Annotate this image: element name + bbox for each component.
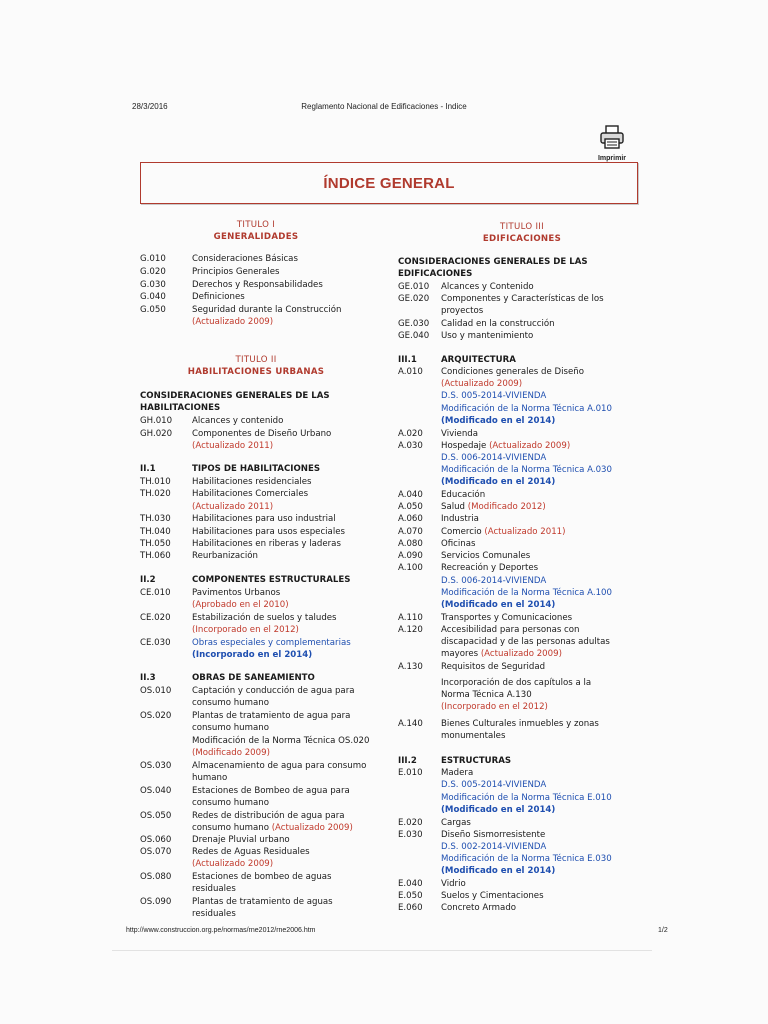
section-heading: CONSIDERACIONES GENERALES DE LAS — [398, 257, 588, 267]
document-page: 28/3/2016 Reglamento Nacional de Edificaciones - Indice Imprimir ÍNDICE GENERAL TITULO I GENERALIDADES G.010 Consideraciones Básicas G.020 Principios Generales G.030 Derechos y Responsabilidades G.040 Definiciones G.050 Seguridad durante la Construcción (Actualizado 2009) TITULO II HABILITACIONES URBANAS CONSIDERACIONES GENERALES DE LAS HABILITACIONES GH.010 Alcances y contenido GH.020 Componentes de Diseño Urbano (Actualizado 2011) II.1 TIPOS DE HABILITACIONES TH.010 Habilitaciones residenciales TH.020 Habilitaciones Comerciales (Actualizado 2011) TH.030 Habilitaciones para uso industrial TH.040 Habilitaciones para usos especiales TH.050 Habilitaciones en riberas y laderas TH.060 Reurbanización II.2 COMPONENTES ESTRUCTURALES CE.010 Pavimentos Urbanos (Aprobado en el 2010) CE.020 Estabilización de suelos y taludes (Incorporado en el 2012) CE.030 Obras especiales y complementarias (Incorporado en el 2014) II.3 OBRAS DE SANEAMIENTO OS.010 Captación y conducción de agua para consumo humano OS.020 Plantas de tratamiento de agua para consumo humano Modificación de la Norma Técnica OS.020 (Modificado 2009) OS.030 Almacenamiento de agua para consumo humano OS.040 Estaciones de Bombeo de agua para consumo humano OS.050 Redes de distribución de agua para consumo humano (Actualizado 2009) OS.060 Drenaje Pluvial urbano OS.070 Redes de Aguas Residuales (Actualizado 2009) OS.080 Estaciones de bombeo de aguas residuales OS.090 Plantas de tratamiento de aguas residuales TITULO III EDIFICACIONES CONSIDERACIONES GENERALES DE LAS EDIFICACIONES GE.010 Alcances y Contenido GE.020 Componentes y Características de los proyectos GE.030 Calidad en la construcción GE.040 Uso y mantenimiento III.1 ARQUITECTURA A.010 Condiciones generales de Diseño (Actualizado 2009) D.S. 005-2014-VIVIENDA Modificación de la Norma Técnica A.010 (Modificado en el 2014) A.020 Vivienda A.030 Hospedaje (Actualizado 2009) D.S. 006-2014-VIVIENDA Modificación de la Norma Técnica A.030 (Modificado en el 2014) A.040 Educación A.050 Salud (Modificado 2012) A.060 Industria A.070 Comercio (Actualizado 2011) A.080 Oficinas A.090 Servicios Comunales A.100 Recreación y Deportes D.S. 006-2014-VIVIENDA Modificación de la Norma Técnica A.100 (Modificado en el 2014) A.110 Transportes y Comunicaciones A.120 Accesibilidad para personas con discapacidad y de las personas adultas mayores (Actualizado 2009) A.130 Requisitos de Seguridad Incorporación de dos capítulos a la Norma Técnica A.130 (Incorporado en el 2012) A.140 Bienes Culturales inmuebles y zonas monumentales III.2 ESTRUCTURAS E.010 Madera D.S. 005-2014-VIVIENDA Modificación de la Norma Técnica E.010 (Modificado en el 2014) E.020 Cargas E.030 Diseño Sismorresistente D.S. 002-2014-VIVIENDA Modificación de la Norma Técnica E.030 (Modificado en el 2014) E.040 Vidrio E.050 Suelos y Cimentaciones E.060 Concreto Armado http://www.construccion.org.pe/normas/rne2012/rne2006.htm 1/2 — [0, 0, 768, 1024]
titulo-2-label: TITULO II — [235, 355, 277, 365]
main-title: ÍNDICE GENERAL — [323, 174, 455, 192]
divider — [112, 950, 652, 951]
main-title-box — [140, 162, 638, 204]
titulo-1-label: TITULO I — [236, 220, 276, 230]
titulo-2-name: HABILITACIONES URBANAS — [187, 367, 325, 377]
titulo-3-label: TITULO III — [500, 222, 544, 232]
section-heading: HABILITACIONES — [140, 403, 221, 413]
print-date: 28/3/2016 — [132, 102, 168, 111]
print-button[interactable] — [594, 124, 630, 162]
section-heading: EDIFICACIONES — [398, 269, 473, 279]
print-page-title: Reglamento Nacional de Edificaciones - Indice — [301, 102, 467, 111]
footer-url[interactable]: http://www.construccion.org.pe/normas/rne2012/rne2006.htm — [126, 927, 316, 934]
titulo-3 — [398, 221, 646, 245]
print-label: Imprimir — [597, 155, 626, 162]
titulo-2 — [140, 354, 372, 378]
section-heading: CONSIDERACIONES GENERALES DE LAS — [140, 391, 330, 401]
printer-icon — [599, 124, 625, 150]
titulo-1 — [140, 219, 372, 243]
titulo-1-name: GENERALIDADES — [213, 232, 299, 242]
titulo-3-name: EDIFICACIONES — [482, 234, 562, 244]
page-number: 1/2 — [658, 927, 668, 934]
